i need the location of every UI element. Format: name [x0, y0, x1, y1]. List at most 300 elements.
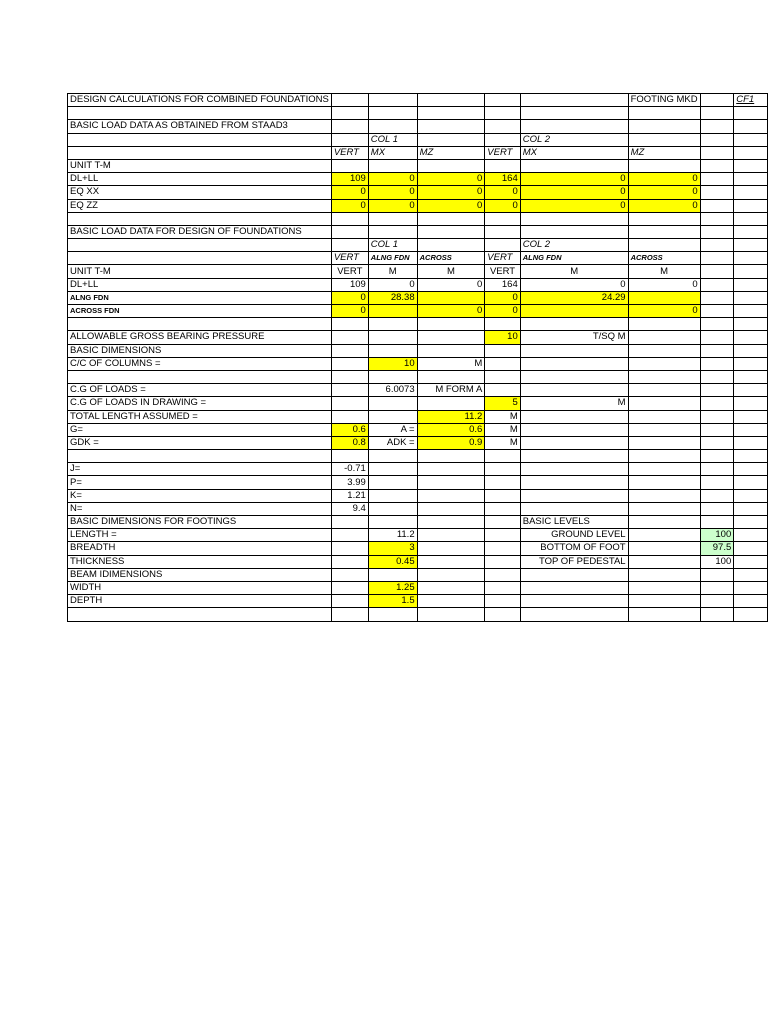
cell-r23-c0[interactable]: C.G OF LOADS IN DRAWING = — [68, 397, 332, 410]
cell-r37-c1[interactable] — [331, 581, 368, 594]
cell-r30-c7[interactable] — [700, 489, 734, 502]
cell-r10-c7[interactable] — [700, 225, 734, 238]
cell-r28-c8[interactable] — [734, 463, 768, 476]
cell-r30-c1[interactable]: 1.21 — [331, 489, 368, 502]
cell-r12-c6[interactable]: ACROSS — [628, 252, 700, 265]
cell-r37-c0[interactable]: WIDTH — [68, 581, 332, 594]
cell-r33-c1[interactable] — [331, 529, 368, 542]
cell-r35-c8[interactable] — [734, 555, 768, 568]
cell-r13-c1[interactable]: VERT — [331, 265, 368, 278]
cell-r33-c4[interactable] — [485, 529, 520, 542]
cell-r27-c5[interactable] — [520, 450, 628, 463]
cell-r17-c2[interactable] — [368, 318, 417, 331]
cell-r19-c2[interactable] — [368, 344, 417, 357]
cell-r26-c0[interactable]: GDK = — [68, 436, 332, 449]
cell-r32-c4[interactable] — [485, 516, 520, 529]
cell-r26-c3[interactable]: 0.9 — [417, 436, 485, 449]
cell-r36-c1[interactable] — [331, 568, 368, 581]
cell-r11-c8[interactable] — [734, 239, 768, 252]
cell-r12-c2[interactable]: ALNG FDN — [368, 252, 417, 265]
cell-r31-c0[interactable]: N= — [68, 502, 332, 515]
cell-r39-c4[interactable] — [485, 608, 520, 621]
cell-r38-c2[interactable]: 1.5 — [368, 595, 417, 608]
cell-r14-c3[interactable]: 0 — [417, 278, 485, 291]
cell-r24-c4[interactable]: M — [485, 410, 520, 423]
cell-r4-c0[interactable] — [68, 146, 332, 159]
cell-r6-c8[interactable] — [734, 173, 768, 186]
cell-r7-c7[interactable] — [700, 186, 734, 199]
cell-r8-c7[interactable] — [700, 199, 734, 212]
cell-r11-c1[interactable] — [331, 239, 368, 252]
cell-r10-c0[interactable]: BASIC LOAD DATA FOR DESIGN OF FOUNDATIONS — [68, 225, 332, 238]
cell-r30-c5[interactable] — [520, 489, 628, 502]
cell-r2-c5[interactable] — [520, 120, 628, 133]
cell-r34-c7[interactable]: 97.5 — [700, 542, 734, 555]
cell-r30-c2[interactable] — [368, 489, 417, 502]
cell-r14-c6[interactable]: 0 — [628, 278, 700, 291]
cell-r32-c2[interactable] — [368, 516, 417, 529]
cell-r34-c4[interactable] — [485, 542, 520, 555]
cell-r30-c8[interactable] — [734, 489, 768, 502]
cell-r2-c3[interactable] — [417, 120, 485, 133]
cell-r39-c0[interactable] — [68, 608, 332, 621]
cell-r36-c5[interactable] — [520, 568, 628, 581]
cell-r5-c3[interactable] — [417, 159, 485, 172]
cell-r13-c4[interactable]: VERT — [485, 265, 520, 278]
cell-r0-c1[interactable] — [331, 94, 368, 107]
cell-r9-c8[interactable] — [734, 212, 768, 225]
cell-r20-c4[interactable] — [485, 357, 520, 370]
cell-r28-c7[interactable] — [700, 463, 734, 476]
cell-r17-c3[interactable] — [417, 318, 485, 331]
cell-r33-c7[interactable]: 100 — [700, 529, 734, 542]
cell-r25-c4[interactable]: M — [485, 423, 520, 436]
cell-r32-c6[interactable] — [628, 516, 700, 529]
cell-r4-c3[interactable]: MZ — [417, 146, 485, 159]
cell-r28-c3[interactable] — [417, 463, 485, 476]
cell-r29-c2[interactable] — [368, 476, 417, 489]
cell-r10-c4[interactable] — [485, 225, 520, 238]
cell-r31-c3[interactable] — [417, 502, 485, 515]
cell-r12-c4[interactable]: VERT — [485, 252, 520, 265]
cell-r18-c8[interactable] — [734, 331, 768, 344]
cell-r1-c4[interactable] — [485, 107, 520, 120]
cell-r4-c7[interactable] — [700, 146, 734, 159]
cell-r1-c2[interactable] — [368, 107, 417, 120]
cell-r5-c5[interactable] — [520, 159, 628, 172]
cell-r36-c0[interactable]: BEAM IDIMENSIONS — [68, 568, 332, 581]
cell-r5-c0[interactable]: UNIT T-M — [68, 159, 332, 172]
cell-r35-c6[interactable] — [628, 555, 700, 568]
cell-r22-c0[interactable]: C.G OF LOADS = — [68, 384, 332, 397]
cell-r33-c8[interactable] — [734, 529, 768, 542]
cell-r36-c3[interactable] — [417, 568, 485, 581]
cell-r18-c1[interactable] — [331, 331, 368, 344]
cell-r7-c0[interactable]: EQ XX — [68, 186, 332, 199]
cell-r5-c7[interactable] — [700, 159, 734, 172]
cell-r0-c3[interactable] — [417, 94, 485, 107]
cell-r17-c7[interactable] — [700, 318, 734, 331]
cell-r9-c2[interactable] — [368, 212, 417, 225]
cell-r14-c5[interactable]: 0 — [520, 278, 628, 291]
cell-r16-c8[interactable] — [734, 305, 768, 318]
cell-r38-c7[interactable] — [700, 595, 734, 608]
cell-r19-c8[interactable] — [734, 344, 768, 357]
cell-r5-c1[interactable] — [331, 159, 368, 172]
cell-r29-c7[interactable] — [700, 476, 734, 489]
cell-r18-c0[interactable]: ALLOWABLE GROSS BEARING PRESSURE — [68, 331, 332, 344]
cell-r26-c5[interactable] — [520, 436, 628, 449]
cell-r23-c4[interactable]: 5 — [485, 397, 520, 410]
cell-r31-c4[interactable] — [485, 502, 520, 515]
cell-r15-c0[interactable]: ALNG FDN — [68, 291, 332, 304]
cell-r16-c4[interactable]: 0 — [485, 305, 520, 318]
cell-r34-c0[interactable]: BREADTH — [68, 542, 332, 555]
cell-r25-c3[interactable]: 0.6 — [417, 423, 485, 436]
cell-r3-c2[interactable]: COL 1 — [368, 133, 417, 146]
cell-r26-c7[interactable] — [700, 436, 734, 449]
cell-r9-c3[interactable] — [417, 212, 485, 225]
cell-r29-c4[interactable] — [485, 476, 520, 489]
cell-r28-c0[interactable]: J= — [68, 463, 332, 476]
cell-r29-c3[interactable] — [417, 476, 485, 489]
cell-r34-c3[interactable] — [417, 542, 485, 555]
cell-r36-c2[interactable] — [368, 568, 417, 581]
cell-r37-c2[interactable]: 1.25 — [368, 581, 417, 594]
cell-r1-c7[interactable] — [700, 107, 734, 120]
cell-r3-c4[interactable] — [485, 133, 520, 146]
cell-r25-c0[interactable]: G= — [68, 423, 332, 436]
cell-r22-c6[interactable] — [628, 384, 700, 397]
cell-r10-c6[interactable] — [628, 225, 700, 238]
cell-r33-c2[interactable]: 11.2 — [368, 529, 417, 542]
cell-r38-c0[interactable]: DEPTH — [68, 595, 332, 608]
cell-r3-c3[interactable] — [417, 133, 485, 146]
cell-r8-c0[interactable]: EQ ZZ — [68, 199, 332, 212]
cell-r12-c8[interactable] — [734, 252, 768, 265]
cell-r35-c0[interactable]: THICKNESS — [68, 555, 332, 568]
cell-r9-c1[interactable] — [331, 212, 368, 225]
cell-r17-c4[interactable] — [485, 318, 520, 331]
cell-r22-c5[interactable] — [520, 384, 628, 397]
cell-r19-c4[interactable] — [485, 344, 520, 357]
cell-r26-c1[interactable]: 0.8 — [331, 436, 368, 449]
cell-r14-c8[interactable] — [734, 278, 768, 291]
cell-r19-c5[interactable] — [520, 344, 628, 357]
cell-r16-c2[interactable] — [368, 305, 417, 318]
cell-r11-c2[interactable]: COL 1 — [368, 239, 417, 252]
cell-r13-c0[interactable]: UNIT T-M — [68, 265, 332, 278]
cell-r6-c1[interactable]: 109 — [331, 173, 368, 186]
cell-r1-c8[interactable] — [734, 107, 768, 120]
cell-r31-c7[interactable] — [700, 502, 734, 515]
cell-r6-c6[interactable]: 0 — [628, 173, 700, 186]
cell-r15-c7[interactable] — [700, 291, 734, 304]
cell-r16-c6[interactable]: 0 — [628, 305, 700, 318]
cell-r22-c7[interactable] — [700, 384, 734, 397]
cell-r12-c7[interactable] — [700, 252, 734, 265]
cell-r7-c4[interactable]: 0 — [485, 186, 520, 199]
cell-r4-c5[interactable]: MX — [520, 146, 628, 159]
cell-r24-c8[interactable] — [734, 410, 768, 423]
cell-r19-c7[interactable] — [700, 344, 734, 357]
cell-r20-c1[interactable] — [331, 357, 368, 370]
cell-r13-c8[interactable] — [734, 265, 768, 278]
cell-r0-c4[interactable] — [485, 94, 520, 107]
cell-r20-c2[interactable]: 10 — [368, 357, 417, 370]
cell-r36-c8[interactable] — [734, 568, 768, 581]
cell-r21-c7[interactable] — [700, 370, 734, 383]
cell-r16-c3[interactable]: 0 — [417, 305, 485, 318]
cell-r32-c7[interactable] — [700, 516, 734, 529]
cell-r12-c1[interactable]: VERT — [331, 252, 368, 265]
cell-r14-c2[interactable]: 0 — [368, 278, 417, 291]
cell-r11-c5[interactable]: COL 2 — [520, 239, 628, 252]
cell-r39-c2[interactable] — [368, 608, 417, 621]
cell-r21-c4[interactable] — [485, 370, 520, 383]
cell-r17-c8[interactable] — [734, 318, 768, 331]
cell-r16-c1[interactable]: 0 — [331, 305, 368, 318]
cell-r27-c7[interactable] — [700, 450, 734, 463]
cell-r32-c3[interactable] — [417, 516, 485, 529]
cell-r15-c8[interactable] — [734, 291, 768, 304]
cell-r35-c2[interactable]: 0.45 — [368, 555, 417, 568]
cell-r18-c4[interactable]: 10 — [485, 331, 520, 344]
cell-r2-c6[interactable] — [628, 120, 700, 133]
cell-r23-c2[interactable] — [368, 397, 417, 410]
cell-r22-c2[interactable]: 6.0073 — [368, 384, 417, 397]
cell-r0-c2[interactable] — [368, 94, 417, 107]
cell-r27-c6[interactable] — [628, 450, 700, 463]
cell-r7-c6[interactable]: 0 — [628, 186, 700, 199]
cell-r5-c8[interactable] — [734, 159, 768, 172]
cell-r17-c5[interactable] — [520, 318, 628, 331]
cell-r26-c2[interactable]: ADK = — [368, 436, 417, 449]
cell-r14-c7[interactable] — [700, 278, 734, 291]
cell-r35-c7[interactable]: 100 — [700, 555, 734, 568]
cell-r37-c3[interactable] — [417, 581, 485, 594]
cell-r33-c6[interactable] — [628, 529, 700, 542]
cell-r21-c0[interactable] — [68, 370, 332, 383]
cell-r1-c6[interactable] — [628, 107, 700, 120]
cell-r15-c5[interactable]: 24.29 — [520, 291, 628, 304]
cell-r25-c5[interactable] — [520, 423, 628, 436]
cell-r38-c4[interactable] — [485, 595, 520, 608]
cell-r39-c6[interactable] — [628, 608, 700, 621]
cell-r2-c8[interactable] — [734, 120, 768, 133]
cell-r5-c2[interactable] — [368, 159, 417, 172]
cell-r29-c8[interactable] — [734, 476, 768, 489]
cell-r7-c3[interactable]: 0 — [417, 186, 485, 199]
cell-r31-c2[interactable] — [368, 502, 417, 515]
cell-r13-c5[interactable]: M — [520, 265, 628, 278]
cell-r36-c7[interactable] — [700, 568, 734, 581]
cell-r8-c8[interactable] — [734, 199, 768, 212]
cell-r26-c8[interactable] — [734, 436, 768, 449]
cell-r16-c7[interactable] — [700, 305, 734, 318]
cell-r4-c4[interactable]: VERT — [485, 146, 520, 159]
cell-r23-c8[interactable] — [734, 397, 768, 410]
cell-r39-c8[interactable] — [734, 608, 768, 621]
cell-r4-c1[interactable]: VERT — [331, 146, 368, 159]
cell-r38-c5[interactable] — [520, 595, 628, 608]
cell-r5-c6[interactable] — [628, 159, 700, 172]
cell-r23-c1[interactable] — [331, 397, 368, 410]
cell-r31-c5[interactable] — [520, 502, 628, 515]
cell-r24-c2[interactable] — [368, 410, 417, 423]
cell-r0-c8[interactable]: CF1 — [734, 94, 768, 107]
cell-r13-c2[interactable]: M — [368, 265, 417, 278]
cell-r17-c1[interactable] — [331, 318, 368, 331]
cell-r12-c0[interactable] — [68, 252, 332, 265]
cell-r10-c5[interactable] — [520, 225, 628, 238]
cell-r32-c0[interactable]: BASIC DIMENSIONS FOR FOOTINGS — [68, 516, 332, 529]
cell-r25-c2[interactable]: A = — [368, 423, 417, 436]
cell-r28-c5[interactable] — [520, 463, 628, 476]
cell-r8-c4[interactable]: 0 — [485, 199, 520, 212]
cell-r21-c1[interactable] — [331, 370, 368, 383]
cell-r1-c3[interactable] — [417, 107, 485, 120]
cell-r28-c6[interactable] — [628, 463, 700, 476]
cell-r6-c2[interactable]: 0 — [368, 173, 417, 186]
cell-r10-c1[interactable] — [331, 225, 368, 238]
cell-r27-c3[interactable] — [417, 450, 485, 463]
cell-r10-c2[interactable] — [368, 225, 417, 238]
cell-r9-c4[interactable] — [485, 212, 520, 225]
cell-r16-c0[interactable]: ACROSS FDN — [68, 305, 332, 318]
cell-r29-c5[interactable] — [520, 476, 628, 489]
cell-r31-c8[interactable] — [734, 502, 768, 515]
cell-r9-c0[interactable] — [68, 212, 332, 225]
cell-r15-c1[interactable]: 0 — [331, 291, 368, 304]
cell-r8-c5[interactable]: 0 — [520, 199, 628, 212]
cell-r23-c6[interactable] — [628, 397, 700, 410]
cell-r26-c6[interactable] — [628, 436, 700, 449]
cell-r19-c0[interactable]: BASIC DIMENSIONS — [68, 344, 332, 357]
cell-r20-c8[interactable] — [734, 357, 768, 370]
cell-r20-c3[interactable]: M — [417, 357, 485, 370]
cell-r31-c6[interactable] — [628, 502, 700, 515]
cell-r6-c0[interactable]: DL+LL — [68, 173, 332, 186]
cell-r6-c5[interactable]: 0 — [520, 173, 628, 186]
cell-r2-c1[interactable] — [331, 120, 368, 133]
cell-r4-c6[interactable]: MZ — [628, 146, 700, 159]
cell-r23-c3[interactable] — [417, 397, 485, 410]
cell-r16-c5[interactable] — [520, 305, 628, 318]
cell-r31-c1[interactable]: 9.4 — [331, 502, 368, 515]
cell-r7-c1[interactable]: 0 — [331, 186, 368, 199]
cell-r4-c2[interactable]: MX — [368, 146, 417, 159]
cell-r29-c1[interactable]: 3.99 — [331, 476, 368, 489]
cell-r8-c2[interactable]: 0 — [368, 199, 417, 212]
cell-r11-c7[interactable] — [700, 239, 734, 252]
cell-r39-c3[interactable] — [417, 608, 485, 621]
cell-r0-c6[interactable]: FOOTING MKD — [628, 94, 700, 107]
cell-r19-c1[interactable] — [331, 344, 368, 357]
cell-r38-c6[interactable] — [628, 595, 700, 608]
cell-r27-c8[interactable] — [734, 450, 768, 463]
cell-r2-c4[interactable] — [485, 120, 520, 133]
cell-r34-c5[interactable]: BOTTOM OF FOOT — [520, 542, 628, 555]
cell-r37-c4[interactable] — [485, 581, 520, 594]
cell-r15-c6[interactable] — [628, 291, 700, 304]
cell-r2-c0[interactable]: BASIC LOAD DATA AS OBTAINED FROM STAAD3 — [68, 120, 332, 133]
cell-r37-c8[interactable] — [734, 581, 768, 594]
cell-r15-c3[interactable] — [417, 291, 485, 304]
cell-r7-c2[interactable]: 0 — [368, 186, 417, 199]
cell-r3-c1[interactable] — [331, 133, 368, 146]
cell-r33-c3[interactable] — [417, 529, 485, 542]
cell-r37-c7[interactable] — [700, 581, 734, 594]
cell-r14-c4[interactable]: 164 — [485, 278, 520, 291]
cell-r18-c6[interactable] — [628, 331, 700, 344]
cell-r19-c6[interactable] — [628, 344, 700, 357]
cell-r38-c3[interactable] — [417, 595, 485, 608]
cell-r30-c4[interactable] — [485, 489, 520, 502]
cell-r3-c6[interactable] — [628, 133, 700, 146]
cell-r21-c2[interactable] — [368, 370, 417, 383]
cell-r11-c3[interactable] — [417, 239, 485, 252]
cell-r17-c6[interactable] — [628, 318, 700, 331]
cell-r39-c5[interactable] — [520, 608, 628, 621]
cell-r11-c6[interactable] — [628, 239, 700, 252]
cell-r15-c4[interactable]: 0 — [485, 291, 520, 304]
cell-r24-c7[interactable] — [700, 410, 734, 423]
cell-r18-c5[interactable]: T/SQ M — [520, 331, 628, 344]
cell-r1-c0[interactable] — [68, 107, 332, 120]
cell-r32-c5[interactable]: BASIC LEVELS — [520, 516, 628, 529]
cell-r21-c5[interactable] — [520, 370, 628, 383]
cell-r30-c0[interactable]: K= — [68, 489, 332, 502]
cell-r6-c4[interactable]: 164 — [485, 173, 520, 186]
cell-r1-c5[interactable] — [520, 107, 628, 120]
cell-r39-c7[interactable] — [700, 608, 734, 621]
cell-r6-c3[interactable]: 0 — [417, 173, 485, 186]
cell-r29-c0[interactable]: P= — [68, 476, 332, 489]
cell-r8-c6[interactable]: 0 — [628, 199, 700, 212]
cell-r32-c1[interactable] — [331, 516, 368, 529]
cell-r25-c8[interactable] — [734, 423, 768, 436]
cell-r4-c8[interactable] — [734, 146, 768, 159]
cell-r10-c8[interactable] — [734, 225, 768, 238]
cell-r9-c5[interactable] — [520, 212, 628, 225]
cell-r24-c3[interactable]: 11.2 — [417, 410, 485, 423]
cell-r7-c8[interactable] — [734, 186, 768, 199]
cell-r28-c4[interactable] — [485, 463, 520, 476]
cell-r11-c0[interactable] — [68, 239, 332, 252]
cell-r35-c5[interactable]: TOP OF PEDESTAL — [520, 555, 628, 568]
cell-r25-c6[interactable] — [628, 423, 700, 436]
cell-r15-c2[interactable]: 28.38 — [368, 291, 417, 304]
cell-r36-c6[interactable] — [628, 568, 700, 581]
cell-r3-c8[interactable] — [734, 133, 768, 146]
cell-r24-c6[interactable] — [628, 410, 700, 423]
cell-r18-c2[interactable] — [368, 331, 417, 344]
cell-r27-c1[interactable] — [331, 450, 368, 463]
cell-r17-c0[interactable] — [68, 318, 332, 331]
cell-r8-c1[interactable]: 0 — [331, 199, 368, 212]
cell-r14-c0[interactable]: DL+LL — [68, 278, 332, 291]
cell-r12-c3[interactable]: ACROSS — [417, 252, 485, 265]
cell-r3-c0[interactable] — [68, 133, 332, 146]
cell-r33-c0[interactable]: LENGTH = — [68, 529, 332, 542]
cell-r20-c7[interactable] — [700, 357, 734, 370]
cell-r5-c4[interactable] — [485, 159, 520, 172]
cell-r24-c5[interactable] — [520, 410, 628, 423]
cell-r27-c2[interactable] — [368, 450, 417, 463]
cell-r36-c4[interactable] — [485, 568, 520, 581]
cell-r24-c1[interactable] — [331, 410, 368, 423]
